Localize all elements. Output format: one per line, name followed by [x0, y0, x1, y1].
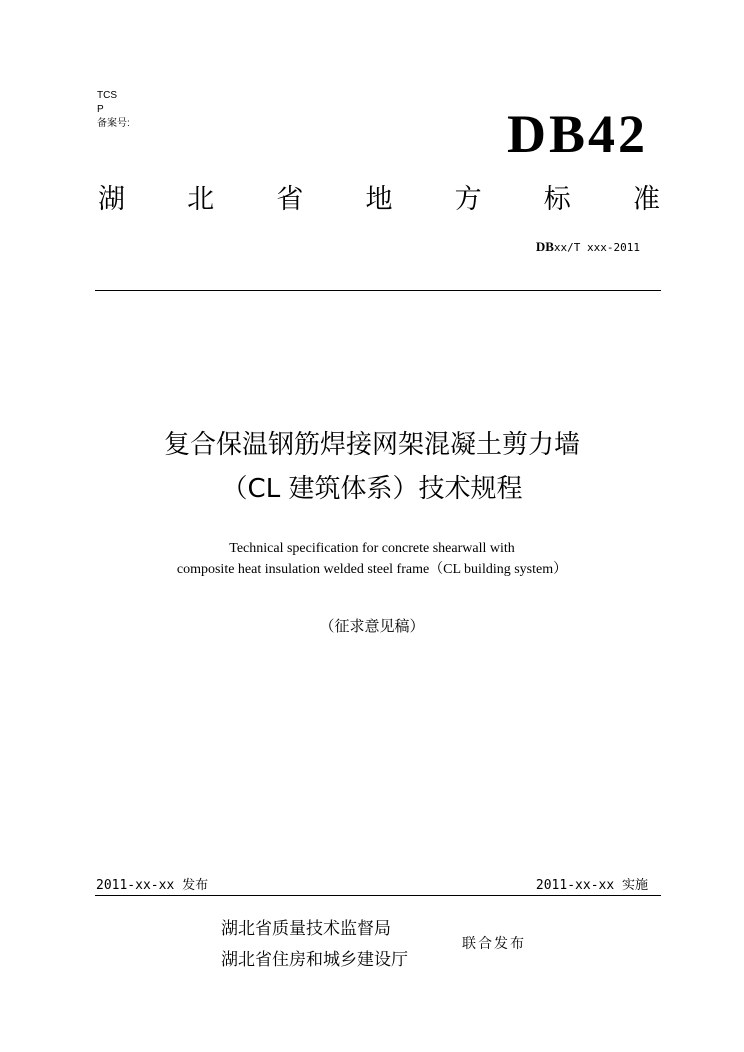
standard-code: DB42	[506, 104, 648, 164]
standard-type-char: 地	[365, 184, 393, 215]
top-divider	[95, 290, 661, 291]
standard-type-char: 湖	[98, 184, 125, 215]
standard-type-char: 北	[187, 184, 215, 215]
chinese-title-line2: （CL 建筑体系）技术规程	[221, 474, 523, 504]
standard-type-char: 准	[632, 184, 660, 215]
header-meta	[97, 89, 130, 131]
standard-type-char: 方	[454, 184, 482, 215]
english-title	[0, 538, 744, 580]
implement-date: 2011-xx-xx 实施	[535, 878, 648, 893]
publish-date: 2011-xx-xx 发布	[96, 878, 209, 893]
standard-number	[536, 239, 640, 256]
standard-type-char: 省	[276, 184, 304, 215]
issuer-quality-bureau: 湖北省质量技术监督局	[221, 919, 391, 939]
standard-type-heading	[98, 182, 660, 218]
filing-number-label: 备案号:	[97, 118, 130, 129]
chinese-title	[0, 423, 744, 511]
joint-issue-label: 联合发布	[462, 936, 526, 952]
ics-code: TCS	[97, 90, 117, 101]
issuer-housing-department: 湖北省住房和城乡建设厅	[221, 950, 408, 970]
english-title-line2: composite heat insulation welded steel frame（CL building system）	[176, 562, 568, 577]
standard-number-rest: xx/T xxx-2011	[553, 241, 640, 254]
issuing-organizations	[221, 914, 408, 976]
bottom-divider	[95, 895, 661, 896]
english-title-line1: Technical specification for concrete shearwall with	[229, 541, 515, 556]
standard-number-prefix: DB	[535, 239, 554, 254]
standard-type-char: 标	[543, 184, 571, 215]
classification-code: P	[97, 104, 104, 115]
chinese-title-line1: 复合保温钢筋焊接网架混凝土剪力墙	[163, 430, 580, 460]
draft-status: （征求意见稿）	[319, 617, 425, 635]
